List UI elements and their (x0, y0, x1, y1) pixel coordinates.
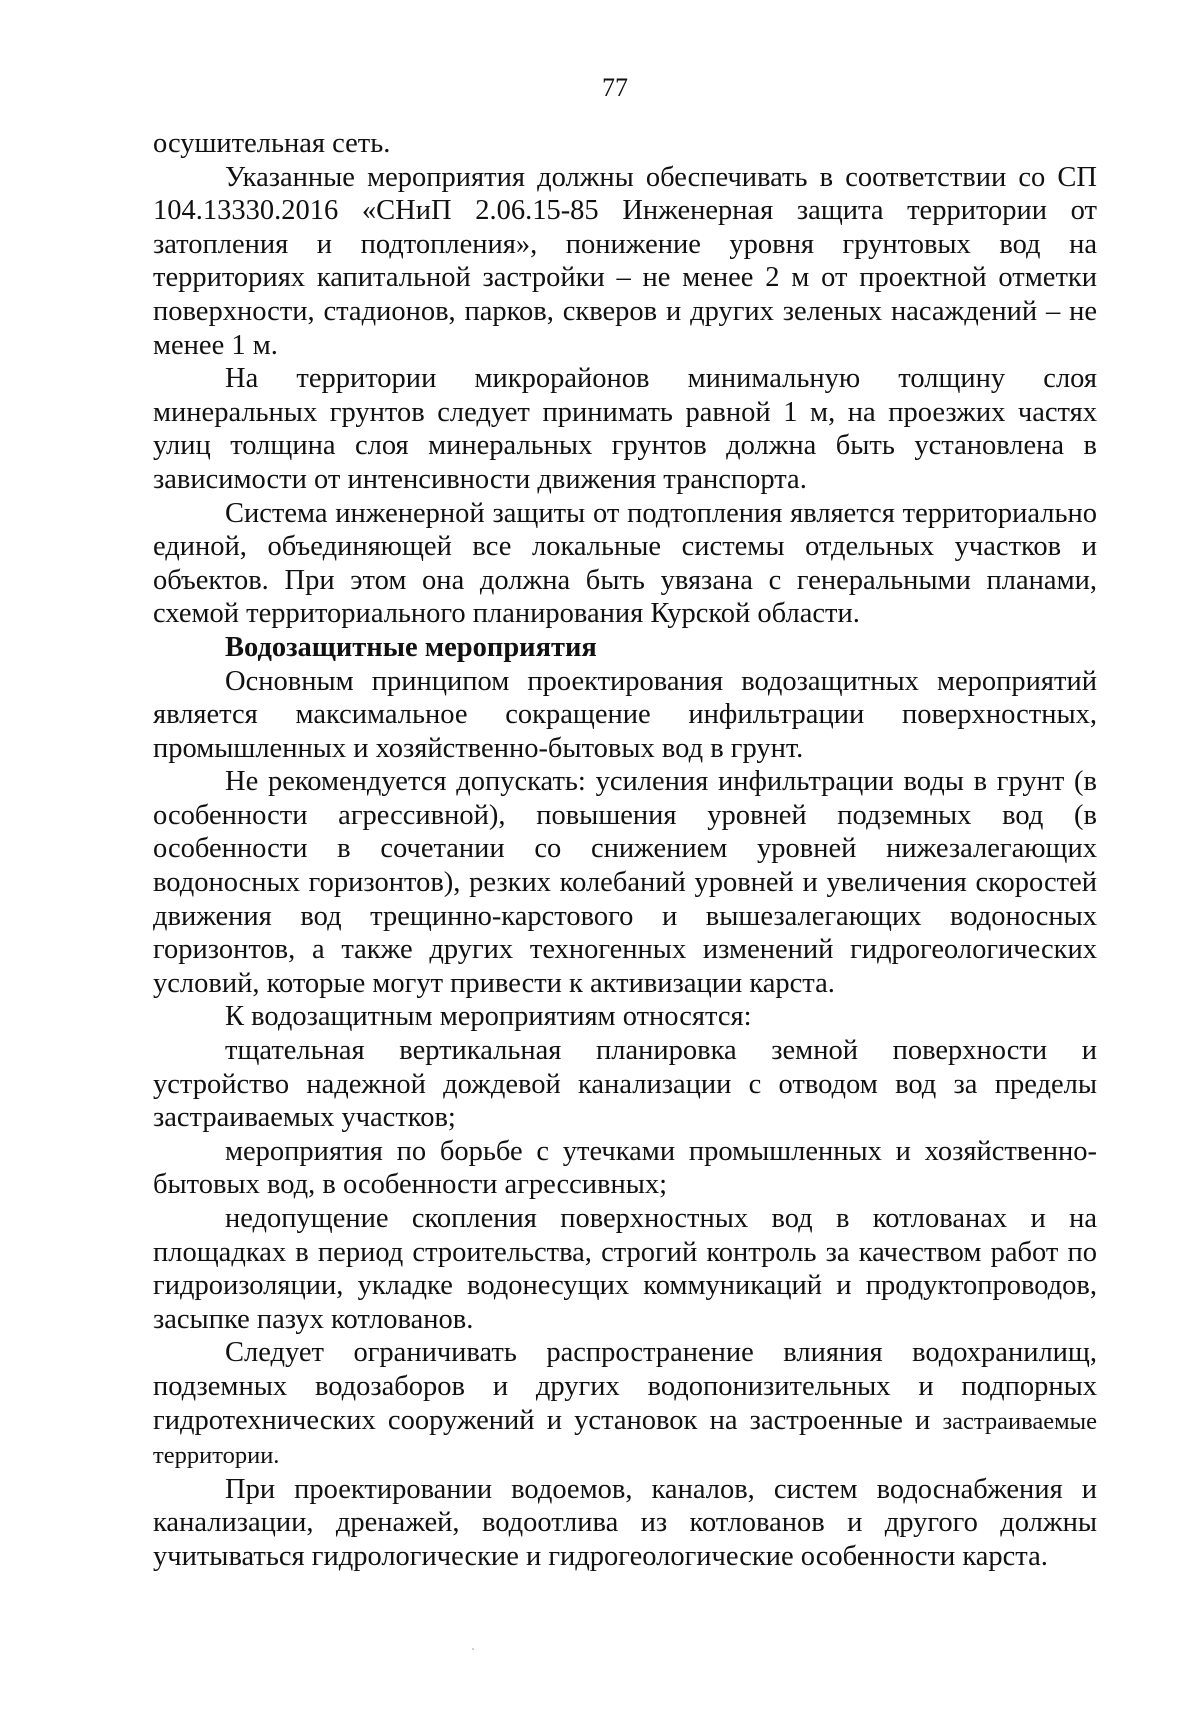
paragraph-limit-influence-tail: застраиваемые территории. (153, 1407, 1098, 1470)
list-item-leakage: мероприятия по борьбе с утечками промышленных и хозяйственно-бытовых вод, в особенности агрессивных; (153, 1135, 1097, 1201)
section-heading: Водозащитные мероприятия (225, 631, 597, 663)
scan-speck (472, 1648, 474, 1650)
paragraph-design-principle: Основным принципом проектирования водозащитных мероприятий является максимальное сокращение инфильтрации поверхностных, промышленных и хозяйственно-бытовых вод в грунт. (153, 665, 1097, 764)
paragraph-limit-influence-text: Следует ограничивать распространение влияния водохранилищ, подземных водозаборов и других водопонизительных и подпорных гидротехнических сооружений и установок на застроенные и (153, 1337, 1097, 1436)
paragraph-protection-system: Система инженерной защиты от подтопления является территориально единой, объединяющей все локальные системы отдельных участков и объектов. При этом она должна быть увязана с генеральными планами, схемой территориального планирования Курской области. (153, 497, 1097, 630)
paragraph-not-recommended: Не рекомендуется допускать: усиления инфильтрации воды в грунт (в особенности агрессивной), повышения уровней подземных вод (в особенности в сочетании со снижением уровней нижезалегающих водоносных горизонтов), резких колебаний уровней и увеличения скоростей движения вод трещинно-карстового и вышезалегающих водоносных горизонтов, а также других техногенных изменений гидрогеологических условий, которые могут привести к активизации карста. (153, 766, 1097, 999)
list-item-planning: тщательная вертикальная планировка земной поверхности и устройство надежной дождевой канализации с отводом вод за пределы застраиваемых участков; (153, 1035, 1097, 1134)
paragraph-requirements: Указанные мероприятия должны обеспечивать в соответствии со СП 104.13330.2016 «СНиП 2.06.15-85 Инженерная защита территории от затопления и подтопления», понижение уровня грунтовых вод на территориях капитальной застройки – не менее 2 м от проектной отметки поверхности, стадионов, парков, скверов и других зеленых насаждений – не менее 1 м. (153, 161, 1097, 361)
document-body (153, 127, 1097, 1574)
paragraph-continuation: осушительная сеть. (153, 128, 391, 159)
paragraph-microdistricts: На территории микрорайонов минимальную толщину слоя минеральных грунтов следует принимать равной 1 м, на проезжих частях улиц толщина слоя минеральных грунтов должна быть установлена в зависимости от интенсивности движения транспорта. (153, 363, 1097, 495)
paragraph-limit-influence (153, 1336, 1097, 1472)
paragraph-design-consideration: При проектировании водоемов, каналов, систем водоснабжения и канализации, дренажей, водоотлива из котлованов и другого должны учитываться гидрологические и гидрогеологические особенности карста. (153, 1473, 1097, 1572)
paragraph-measures-intro: К водозащитным мероприятиям относятся: (225, 1001, 752, 1033)
list-item-construction-control: недопущение скопления поверхностных вод в котлованах и на площадках в период строительства, строгий контроль за качеством работ по гидроизоляции, укладке водонесущих коммуникаций и продуктопроводов, засыпке пазух котлованов. (153, 1203, 1097, 1335)
page-number: 77 (602, 73, 628, 102)
